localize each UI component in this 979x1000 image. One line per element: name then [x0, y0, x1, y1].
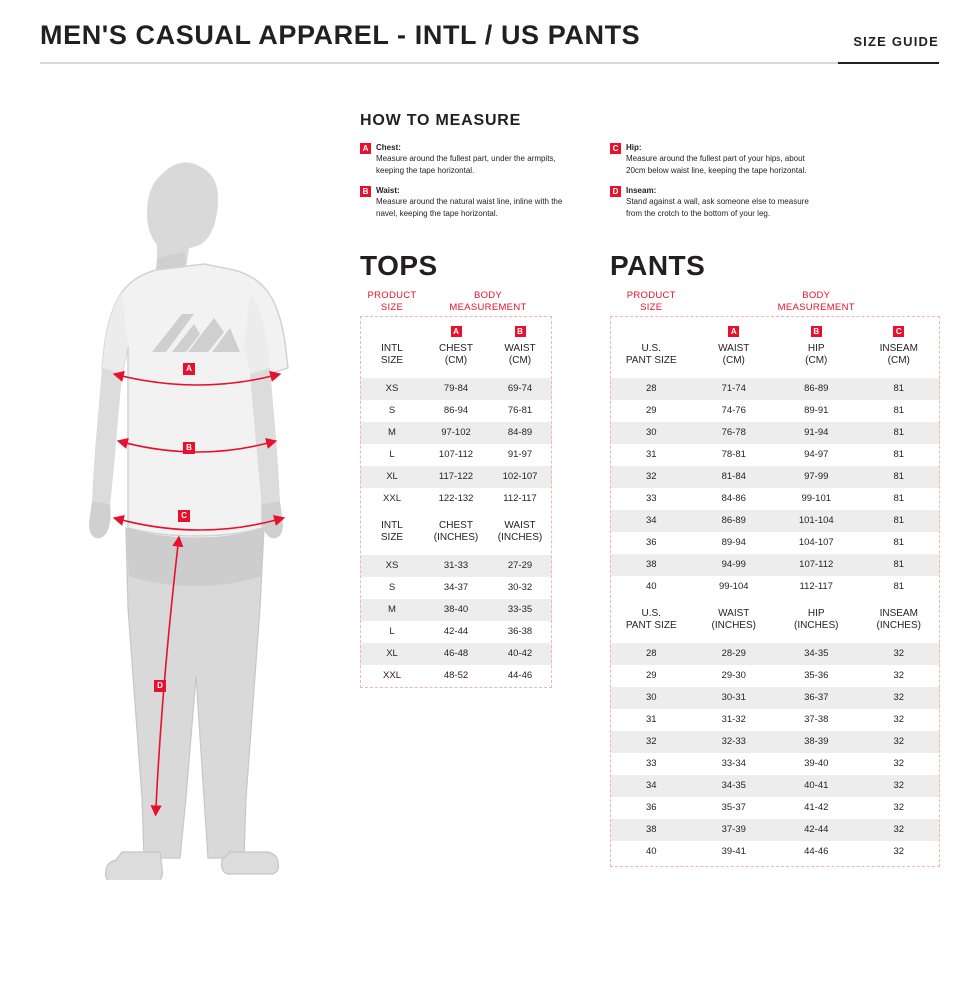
table-column-header-row-inches — [360, 510, 552, 555]
cell-size: 28 — [610, 643, 693, 665]
cell-inseam: 32 — [858, 687, 941, 709]
cell-inseam: 81 — [858, 422, 941, 444]
col-header-text: PANT SIZE — [625, 355, 677, 367]
figure-label-b: B — [183, 442, 195, 454]
table-row — [610, 400, 940, 422]
cell-hip: 39-40 — [804, 758, 829, 770]
cell-waist: 34-35 — [693, 775, 776, 797]
how-to-measure-column-left — [360, 142, 574, 228]
table-row — [360, 665, 552, 687]
table-row — [610, 643, 940, 665]
cell-inseam: 32 — [893, 714, 905, 726]
cell-waist: 30-32 — [507, 582, 533, 594]
table-row — [610, 753, 940, 775]
col-header-text: SIZE — [380, 532, 404, 544]
table-row — [610, 797, 940, 819]
cell-inseam: 32 — [858, 775, 941, 797]
cell-inseam: 32 — [858, 731, 941, 753]
table-row — [610, 378, 940, 400]
cell-size: L — [389, 449, 395, 461]
cell-waist: 76-81 — [507, 405, 533, 417]
table-row — [360, 400, 552, 422]
right-hand — [261, 501, 283, 538]
col-header-text: WAIST — [718, 342, 750, 354]
cell-inseam: 32 — [893, 670, 905, 682]
cell-size: 34 — [610, 510, 693, 532]
cell-chest: 97-102 — [424, 422, 488, 444]
table-badge-row — [360, 320, 552, 340]
cell-inseam: 81 — [893, 449, 905, 461]
measure-item-label: Chest: — [376, 143, 401, 152]
cell-size: 38 — [610, 819, 693, 841]
table-column-header-row-cm — [610, 340, 940, 378]
cell-chest: 86-94 — [443, 405, 469, 417]
cell-hip: 104-107 — [798, 537, 834, 549]
table-row — [610, 554, 940, 576]
measure-item-text: Measure around the fullest part, under the armpits, keeping the tape horizontal. — [376, 154, 556, 175]
cell-hip: 99-101 — [801, 493, 832, 505]
cell-size: S — [388, 582, 396, 594]
table-row — [360, 444, 552, 466]
col-header-text: WAIST — [504, 342, 536, 354]
cell-chest: 38-40 — [424, 599, 488, 621]
badge-a-icon: A — [360, 143, 371, 154]
cell-size: 30 — [610, 422, 693, 444]
cell-inseam: 81 — [858, 466, 941, 488]
cell-chest: 48-52 — [443, 670, 469, 682]
cell-waist: 37-39 — [693, 819, 776, 841]
cell-waist: 31-32 — [721, 714, 746, 726]
table-row — [610, 709, 940, 731]
left-shoe — [106, 852, 163, 880]
cell-waist: 33-34 — [721, 758, 746, 770]
cell-chest: 107-112 — [438, 449, 474, 461]
table-row — [360, 621, 552, 643]
col-header-text: (INCHES) — [794, 620, 839, 632]
cell-waist: 84-86 — [721, 493, 746, 505]
cell-waist: 30-31 — [693, 687, 776, 709]
col-header-text: (INCHES) — [876, 620, 921, 632]
col-header-text: INSEAM — [879, 342, 918, 354]
cell-waist: 91-97 — [507, 449, 533, 461]
table-row — [360, 643, 552, 665]
tops-body-measurement-label-2: MEASUREMENT — [449, 301, 527, 313]
measure-item-text: Measure around the natural waist line, inline with the navel, keeping the tape horizontal. — [376, 197, 563, 218]
cell-hip: 101-104 — [775, 510, 858, 532]
cell-waist: 40-42 — [488, 643, 552, 665]
table-row — [610, 731, 940, 753]
pants-section-title: PANTS — [610, 250, 706, 281]
cell-size: M — [360, 599, 424, 621]
cell-inseam: 81 — [893, 493, 905, 505]
cell-waist: 76-78 — [693, 422, 776, 444]
header-divider — [40, 62, 939, 64]
table-column-header-row-cm — [360, 340, 552, 378]
table-row — [360, 488, 552, 510]
table-row — [610, 665, 940, 687]
table-row — [360, 555, 552, 577]
badge-b-icon: B — [811, 326, 822, 337]
cell-waist: 71-74 — [693, 378, 776, 400]
cell-size: 36 — [645, 537, 657, 549]
measure-item-label: Inseam: — [626, 186, 657, 196]
measure-item-text: Measure around the fullest part of your hips, about 20cm below waist line, keeping the tape horizontal. — [626, 154, 807, 175]
col-header-text: (INCHES) — [711, 620, 756, 632]
col-header-text: WAIST — [718, 607, 750, 619]
cell-chest: 31-33 — [424, 555, 488, 577]
cell-size: 32 — [610, 731, 693, 753]
cell-waist: 29-30 — [721, 670, 746, 682]
cell-waist: 69-74 — [488, 378, 552, 400]
table-row — [610, 819, 940, 841]
cell-size: XS — [360, 555, 424, 577]
col-header-text: (INCHES) — [433, 532, 479, 544]
cell-waist: 99-104 — [718, 581, 749, 593]
table-row — [360, 599, 552, 621]
table-row — [360, 577, 552, 599]
cell-waist: 35-37 — [721, 802, 746, 814]
col-header-text: CHEST — [439, 519, 473, 531]
cell-size: 31 — [645, 714, 657, 726]
cell-size: 29 — [645, 670, 657, 682]
cell-hip: 44-46 — [804, 846, 829, 858]
badge-c-icon: C — [610, 143, 621, 154]
cell-inseam: 81 — [858, 378, 941, 400]
page-title: MEN'S CASUAL APPAREL - INTL / US PANTS — [40, 20, 641, 50]
pants-product-size-label-1: PRODUCT — [626, 290, 676, 301]
table-column-header-row-inches — [610, 598, 940, 643]
cell-size: 31 — [645, 449, 657, 461]
cell-size: M — [360, 422, 424, 444]
cell-hip: 36-37 — [775, 687, 858, 709]
col-header-text: (CM) — [805, 355, 828, 367]
col-header-text: CHEST — [439, 342, 473, 354]
cell-waist: 86-89 — [693, 510, 776, 532]
cell-waist: 94-99 — [693, 554, 776, 576]
figure-label-d: D — [154, 680, 166, 692]
col-header-text: INTL — [381, 519, 403, 531]
cell-waist: 89-94 — [721, 537, 746, 549]
page-header — [40, 22, 939, 55]
cell-size: 33 — [645, 758, 657, 770]
right-shoe — [222, 852, 279, 874]
cell-size: 30 — [610, 687, 693, 709]
table-row — [610, 532, 940, 554]
cell-waist: 102-107 — [488, 466, 552, 488]
tops-body-measurement-label-1: BODY — [473, 290, 503, 301]
table-row — [360, 422, 552, 444]
cell-chest: 46-48 — [424, 643, 488, 665]
table-row — [610, 488, 940, 510]
cell-hip: 35-36 — [804, 670, 829, 682]
cell-inseam: 81 — [858, 510, 941, 532]
how-to-measure-title: HOW TO MEASURE — [360, 112, 522, 129]
badge-c-icon: C — [893, 326, 904, 337]
cell-size: 33 — [645, 493, 657, 505]
cell-size: 38 — [610, 554, 693, 576]
cell-hip: 86-89 — [775, 378, 858, 400]
badge-b-icon: B — [515, 326, 526, 337]
cell-size: XL — [360, 466, 424, 488]
table-header-row — [360, 288, 552, 320]
cell-size: S — [388, 405, 396, 417]
badge-b-icon: B — [360, 186, 371, 197]
cell-size: 34 — [610, 775, 693, 797]
measure-item-text: Stand against a wall, ask someone else to measure from the crotch to the bottom of your leg. — [626, 197, 809, 218]
cell-waist: 84-89 — [488, 422, 552, 444]
pants-size-table — [610, 288, 940, 863]
cell-size: 28 — [610, 378, 693, 400]
cell-inseam: 81 — [858, 554, 941, 576]
measure-item-inseam — [610, 185, 824, 219]
figure-label-c: C — [178, 510, 190, 522]
left-hand — [89, 501, 111, 538]
tops-product-size-label-2: SIZE — [380, 301, 404, 313]
mannequin-figure-svg — [60, 140, 340, 880]
col-header-text: INTL — [381, 342, 403, 354]
table-row — [610, 422, 940, 444]
table-row — [610, 510, 940, 532]
measure-item-chest — [360, 142, 574, 176]
col-header-text: WAIST — [504, 519, 536, 531]
how-to-measure-column-right — [610, 142, 824, 228]
cell-waist: 78-81 — [721, 449, 746, 461]
cell-waist: 36-38 — [507, 626, 533, 638]
cell-waist: 39-41 — [721, 846, 746, 858]
badge-a-icon: A — [451, 326, 462, 337]
cell-chest: 117-122 — [424, 466, 488, 488]
how-to-measure-section — [360, 112, 940, 228]
table-row — [360, 378, 552, 400]
pants-product-size-label-2: SIZE — [640, 301, 663, 313]
cell-size: XXL — [383, 670, 401, 682]
cell-hip: 89-91 — [804, 405, 829, 417]
col-header-text: U.S. — [641, 342, 661, 354]
cell-hip: 40-41 — [775, 775, 858, 797]
cell-hip: 107-112 — [775, 554, 858, 576]
cell-inseam: 81 — [893, 581, 905, 593]
badge-a-icon: A — [728, 326, 739, 337]
table-row — [610, 841, 940, 863]
cell-hip: 37-38 — [804, 714, 829, 726]
cell-size: 32 — [610, 466, 693, 488]
measure-item-label: Hip: — [626, 143, 642, 152]
table-row — [610, 687, 940, 709]
cell-inseam: 32 — [893, 846, 905, 858]
col-header-text: (INCHES) — [497, 532, 543, 544]
cell-waist: 112-117 — [503, 493, 537, 505]
col-header-text: SIZE — [380, 355, 404, 367]
measure-item-label: Waist: — [376, 186, 400, 196]
tops-size-table — [360, 288, 552, 687]
cell-waist: 44-46 — [507, 670, 533, 682]
badge-d-icon: D — [610, 186, 621, 197]
cell-hip: 38-39 — [775, 731, 858, 753]
cell-size: 40 — [645, 846, 657, 858]
cell-chest: 79-84 — [424, 378, 488, 400]
cell-hip: 91-94 — [775, 422, 858, 444]
col-header-text: INSEAM — [879, 607, 918, 619]
cell-inseam: 81 — [893, 537, 905, 549]
header-divider-accent — [838, 62, 939, 64]
cell-waist: 27-29 — [488, 555, 552, 577]
cell-size: XL — [360, 643, 424, 665]
cell-inseam: 32 — [858, 819, 941, 841]
table-row — [610, 775, 940, 797]
cell-size: XS — [360, 378, 424, 400]
pants-body-measurement-label-1: BODY — [802, 290, 831, 301]
cell-size: 36 — [645, 802, 657, 814]
cell-hip: 94-97 — [804, 449, 829, 461]
table-header-row — [610, 288, 940, 320]
table-row — [610, 444, 940, 466]
cell-chest: 34-37 — [443, 582, 469, 594]
size-guide-label: SIZE GUIDE — [853, 34, 939, 49]
left-arm — [92, 368, 122, 504]
cell-waist: 33-35 — [488, 599, 552, 621]
tops-product-size-label-1: PRODUCT — [367, 290, 417, 301]
cell-size: 29 — [645, 405, 657, 417]
cell-inseam: 32 — [893, 802, 905, 814]
cell-hip: 42-44 — [775, 819, 858, 841]
cell-waist: 81-84 — [693, 466, 776, 488]
col-header-text: (CM) — [722, 355, 745, 367]
measure-item-waist — [360, 185, 574, 219]
col-header-text: (CM) — [887, 355, 910, 367]
cell-size: XXL — [383, 493, 401, 505]
col-header-text: HIP — [807, 607, 825, 619]
cell-hip: 97-99 — [775, 466, 858, 488]
cell-hip: 41-42 — [804, 802, 829, 814]
cell-size: L — [389, 626, 395, 638]
figure-label-a: A — [183, 363, 195, 375]
cell-inseam: 32 — [858, 643, 941, 665]
cell-chest: 42-44 — [443, 626, 469, 638]
table-row — [610, 466, 940, 488]
col-header-text: (CM) — [508, 355, 532, 367]
cell-hip: 34-35 — [775, 643, 858, 665]
pants-body-measurement-label-2: MEASUREMENT — [777, 301, 855, 313]
cell-waist: 32-33 — [693, 731, 776, 753]
col-header-text: (CM) — [444, 355, 468, 367]
tops-section-title: TOPS — [360, 250, 438, 281]
cell-inseam: 81 — [893, 405, 905, 417]
table-row — [360, 466, 552, 488]
cell-inseam: 32 — [893, 758, 905, 770]
table-row — [610, 576, 940, 598]
col-header-text: U.S. — [641, 607, 661, 619]
cell-chest: 122-132 — [438, 493, 474, 505]
measurement-illustration — [60, 140, 340, 880]
table-badge-row — [610, 320, 940, 340]
cell-waist: 28-29 — [693, 643, 776, 665]
cell-size: 40 — [645, 581, 657, 593]
cell-waist: 74-76 — [721, 405, 746, 417]
col-header-text: PANT SIZE — [625, 620, 677, 632]
col-header-text: HIP — [807, 342, 825, 354]
cell-hip: 112-117 — [799, 581, 833, 593]
measure-item-hip — [610, 142, 824, 176]
